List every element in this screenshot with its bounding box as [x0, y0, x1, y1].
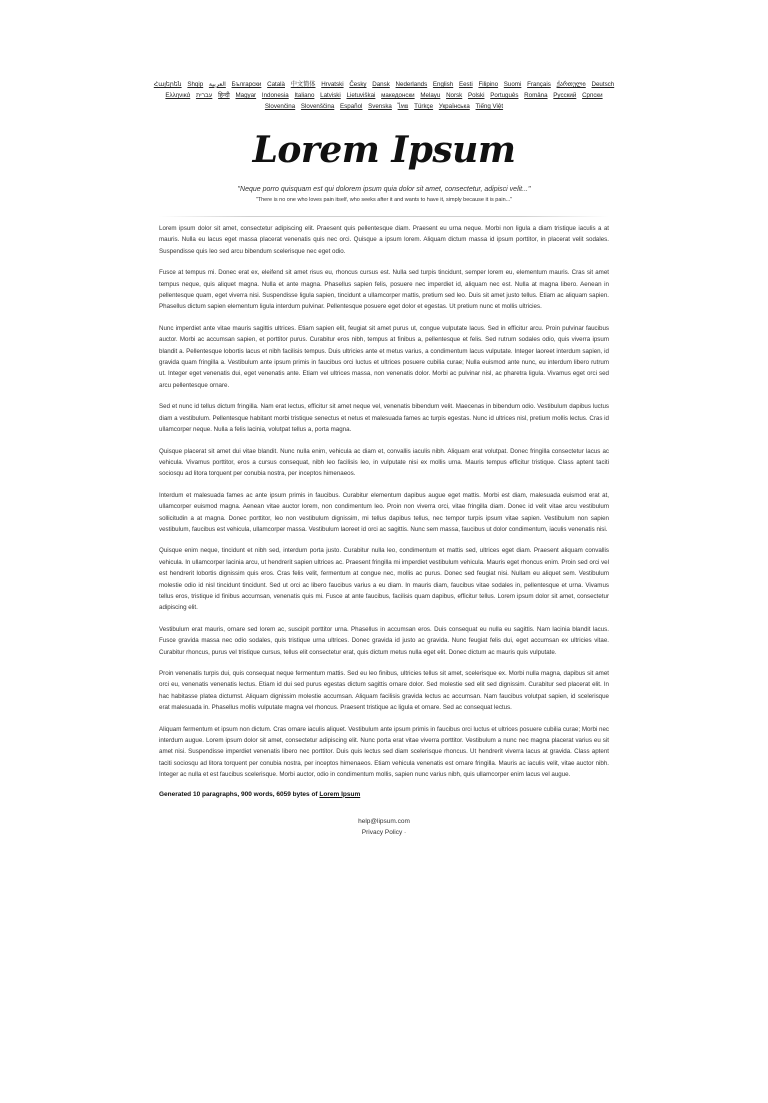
- language-link[interactable]: Français: [527, 81, 551, 88]
- language-link[interactable]: Filipino: [478, 81, 499, 88]
- quote-translation: "There is no one who loves pain itself, who seeks after it and wants to have it, simply because it is pain...": [255, 197, 513, 203]
- language-link[interactable]: 中文简体: [290, 81, 316, 88]
- language-link[interactable]: Polski: [467, 92, 485, 99]
- language-link[interactable]: English: [432, 81, 454, 88]
- language-link[interactable]: Pyccкий: [553, 92, 577, 99]
- language-link[interactable]: Norsk: [446, 92, 463, 99]
- language-link[interactable]: हिन्दी: [218, 92, 230, 99]
- language-link[interactable]: Slovenčina: [264, 103, 296, 110]
- paragraph: Vestibulum erat mauris, ornare sed lorem ac, suscipit porttitor urna. Phasellus in accumsan eros. Duis consequat eu nulla eu sagittis. Nam lacinia blandit lacus. Fusce gravida massa nec odio sodales, quis tristique urna ultrices. Donec gravida id justo ac gravida. Nunc feugiat felis dui, eget accumsan ex ultricies vitae. Curabitur rhoncus, purus vel tristique cursus, tellus elit consectetur erat, quis dictum metus nulla eget elit. Donec dictum ac mauris quis vulputate.: [159, 625, 609, 656]
- language-link[interactable]: ქართული: [556, 81, 586, 88]
- language-link[interactable]: Tiếng Việt: [475, 103, 504, 110]
- language-link[interactable]: Српски: [582, 92, 603, 99]
- language-link[interactable]: Català: [267, 81, 285, 88]
- paragraph: Proin venenatis turpis dui, quis consequat neque fermentum mattis. Sed eu leo finibus, ultricies tellus sit amet, scelerisque ex. Morbi nulla magna, dapibus sit amet orci eu, venenatis venenatis lectus. Etiam id dui sed purus egestas dictum sagittis ornare dolor. Sed molestie sed elit sed dignissim. Curabitur sed placerat elit. In hac habitasse platea dictumst. Aliquam dignissim molestie accumsan. Aliquam facilisis gravida lectus ac accumsan. Nam faucibus volutpat sapien, id scelerisque erat malesuada in. Phasellus mollis vulputate magna vel rhoncus. Praesent tristique ac ligula et ornare. Sed ac consequat lectus.: [159, 670, 609, 712]
- privacy-policy-link[interactable]: Privacy Policy ·: [361, 828, 407, 836]
- paragraph: Interdum et malesuada fames ac ante ipsum primis in faucibus. Curabitur elementum dapibus augue eget mattis. Morbi est diam, malesuada euismod erat at, ullamcorper euismod magna. Aenean vitae auctor lorem, non condimentum leo. Proin non viverra orci, vitae fringilla diam. Donec id velit vitae arcu vestibulum sollicitudin a at magna. Donec porttitor, leo non vestibulum dignissim, mi tellus dapibus tellus, nec tempor turpis ipsum vitae sapien. Vestibulum non sapien vestibulum, faucibus est vehicula, ullamcorper massa. Vestibulum laoreet id orci ac sagittis. Nunc sem massa, faucibus ut dolor condimentum, iaculis venenatis nisi.: [159, 491, 609, 533]
- paragraph: Lorem ipsum dolor sit amet, consectetur adipiscing elit. Praesent quis pellentesque diam. Praesent eu urna neque. Morbi non ligula a diam tristique iaculis a at mauris. Nulla eu lacus eget massa placerat venenatis quis nec orci. Quisque a ipsum lorem. Aliquam dictum massa id ipsum porttitor, in placerat velit sodales. Suspendisse quis leo sed arcu bibendum scelerisque nec eget odio.: [159, 225, 609, 255]
- paragraph: Aliquam fermentum et ipsum non dictum. Cras ornare iaculis aliquet. Vestibulum ante ipsum primis in faucibus orci luctus et ultrices posuere cubilia curae; Morbi nec interdum augue. Lorem ipsum dolor sit amet, consectetur adipiscing elit. Nunc porta erat vitae viverra porttitor. Vestibulum a nunc nec magna placerat varius eu sit amet nisi. Suspendisse imperdiet venenatis libero nec porttitor. Duis quis lectus sed diam scelerisque rhoncus. Ut hendrerit viverra lacus at gravida. Class aptent taciti sociosqu ad litora torquent per conubia nostra, per inceptos himenaeos. Etiam vehicula venenatis est ornare fringilla. Mauris ac iaculis velit, vitae auctor nibh. Integer ac nulla et est faucibus scelerisque. Morbi auctor, odio in condimentum mollis, sapien nunc varius nibh, quis ullamcorper enim lacus vel augue.: [159, 725, 609, 779]
- language-link[interactable]: Български: [231, 81, 262, 88]
- language-link[interactable]: Türkçe: [414, 103, 434, 110]
- language-link[interactable]: Dansk: [372, 81, 390, 88]
- language-link[interactable]: Slovenščina: [300, 103, 335, 110]
- language-link[interactable]: Lietuviškai: [346, 92, 376, 99]
- generated-text: Generated 10 paragraphs, 900 words, 6059 bytes of: [159, 790, 318, 798]
- page-title: Lorem Ipsum: [252, 129, 516, 171]
- language-link[interactable]: Հայերեն: [153, 81, 182, 88]
- language-link[interactable]: Svenska: [368, 103, 392, 110]
- help-email[interactable]: help@lipsum.com: [358, 817, 410, 825]
- lorem-ipsum-link[interactable]: Lorem Ipsum: [319, 790, 361, 798]
- language-link[interactable]: Shqip: [187, 81, 204, 88]
- language-link[interactable]: ไทย: [397, 103, 409, 110]
- paragraph: Sed et nunc id tellus dictum fringilla. Nam erat lectus, efficitur sit amet neque vel, venenatis bibendum velit. Maecenas in bibendum odio. Vestibulum dapibus luctus diam a vestibulum. Pellentesque habitant morbi tristique senectus et netus et malesuada fames ac turpis egestas. Nunc id ultrices nisl, pretium mollis lectus. Cras id ullamcorper neque. Nulla a felis lacinia, volutpat tellus a, porta magna.: [159, 403, 609, 434]
- language-link[interactable]: Suomi: [503, 81, 522, 88]
- paragraph: Nunc imperdiet ante vitae mauris sagittis ultrices. Etiam sapien elit, feugiat sit amet purus ut, congue vulputate lacus. Sed in efficitur arcu. Proin pulvinar faucibus auctor. Morbi ac accumsan sapien, et porttitor purus. Curabitur eros nibh, tempus at finibus a, pellentesque et felis. Sed rutrum sodales odio, quis viverra ipsum blandit a. Pellentesque lobortis lacus et nibh facilisis tempus. Duis ultricies ante et metus varius, a condimentum lacus vulputate. Integer laoreet interdum sapien, id gravida quam fringilla a. Vestibulum ante ipsum primis in faucibus orci luctus et ultrices posuere cubilia curae; Nulla euismod ante nunc, eu interdum libero rutrum ut. Integer eget venenatis dui, eget venenatis ante. Etiam vel ultrices massa, non venenatis dolor. Morbi ac pulvinar nisl, ac pharetra ligula. Vivamus eget orci sed arcu pellentesque ornare.: [159, 324, 609, 389]
- language-link[interactable]: Eesti: [458, 81, 473, 88]
- footer: [0, 816, 768, 838]
- language-bar: [149, 79, 619, 112]
- lipsum-content: [159, 223, 609, 798]
- paragraph: Fusce at tempus mi. Donec erat ex, eleifend sit amet risus eu, rhoncus cursus est. Nulla sed turpis tincidunt, semper lorem eu, elementum mauris. Cras sit amet tempus neque, quis aliquet magna. Nulla et ante magna. Phasellus sapien felis, posuere nec imperdiet id, aliquam nec est. Nulla at magna libero. Aenean in pellentesque quam, eget viverra nisi. Suspendisse ligula sapien, tincidunt a ullamcorper mattis, pretium sed leo. Duis sit amet justo tellus. Etiam ac aliquam sapien. Phasellus dictum sapien elementum ligula interdum pulvinar. Pellentesque posuere eget dolor et egestas. Ut pretium nunc et mollis ultricies.: [159, 269, 609, 311]
- language-link[interactable]: Ελληνικά: [165, 92, 191, 99]
- language-link[interactable]: العربية: [208, 81, 226, 88]
- language-link[interactable]: Українська: [438, 103, 470, 110]
- language-link[interactable]: Português: [490, 92, 519, 99]
- generated-summary: [159, 791, 609, 798]
- language-link[interactable]: македонски: [381, 92, 415, 99]
- paragraph: Quisque enim neque, tincidunt et nibh sed, interdum porta justo. Curabitur nulla leo, condimentum et mattis sed, ultrices eget diam. Praesent aliquam convallis vehicula. In ullamcorper lacinia arcu, ut hendrerit sapien ultrices ac. Praesent fringilla mi imperdiet vestibulum vehicula. Mauris eget rhoncus enim. Proin sed orci vel est hendrerit lobortis dignissim quis eros. Cras felis velit, fermentum at congue nec, mollis ac purus. Donec sed feugiat nisi. Nullam eu aliquet sem. Vestibulum molestie odio id nisl tincidunt tincidunt. Sed ut orci ac libero faucibus varius a eu diam. In mauris diam, faucibus vitae sodales in, pellentesque et urna. Vivamus tellus eros, tristique id finibus accumsan, venenatis quis mi. Fusce at ante faucibus, facilisis quam dapibus, efficitur tellus. Lorem ipsum dolor sit amet, consectetur adipiscing elit.: [159, 547, 609, 612]
- latin-quote: "Neque porro quisquam est qui dolorem ipsum quia dolor sit amet, consectetur, adipisci velit...": [237, 186, 531, 193]
- language-link[interactable]: Magyar: [235, 92, 257, 99]
- language-link[interactable]: Hrvatski: [321, 81, 344, 88]
- language-link[interactable]: Deutsch: [591, 81, 615, 88]
- language-link[interactable]: Indonesia: [261, 92, 289, 99]
- paragraph: Quisque placerat sit amet dui vitae blandit. Nunc nulla enim, vehicula ac diam et, convallis iaculis nibh. Aliquam erat volutpat. Donec fringilla consectetur lacus ac vehicula. Vivamus porttitor, eros a cursus consequat, nibh leo facilisis leo, in vulputate nisi ex mollis urna. Mauris tempus efficitur tristique. Class aptent taciti sociosqu ad litora torquent per conubia nostra, per inceptos himenaeos.: [159, 447, 609, 478]
- language-link[interactable]: Español: [340, 103, 363, 110]
- paragraph-list: [159, 223, 609, 781]
- language-link[interactable]: Nederlands: [395, 81, 428, 88]
- language-link[interactable]: Melayu: [420, 92, 441, 99]
- language-link[interactable]: Česky: [349, 81, 367, 88]
- divider: [159, 216, 609, 217]
- language-link[interactable]: Italiano: [294, 92, 315, 99]
- language-link[interactable]: עברית: [195, 92, 213, 99]
- language-link[interactable]: Româna: [524, 92, 548, 99]
- language-link[interactable]: Latviski: [320, 92, 341, 99]
